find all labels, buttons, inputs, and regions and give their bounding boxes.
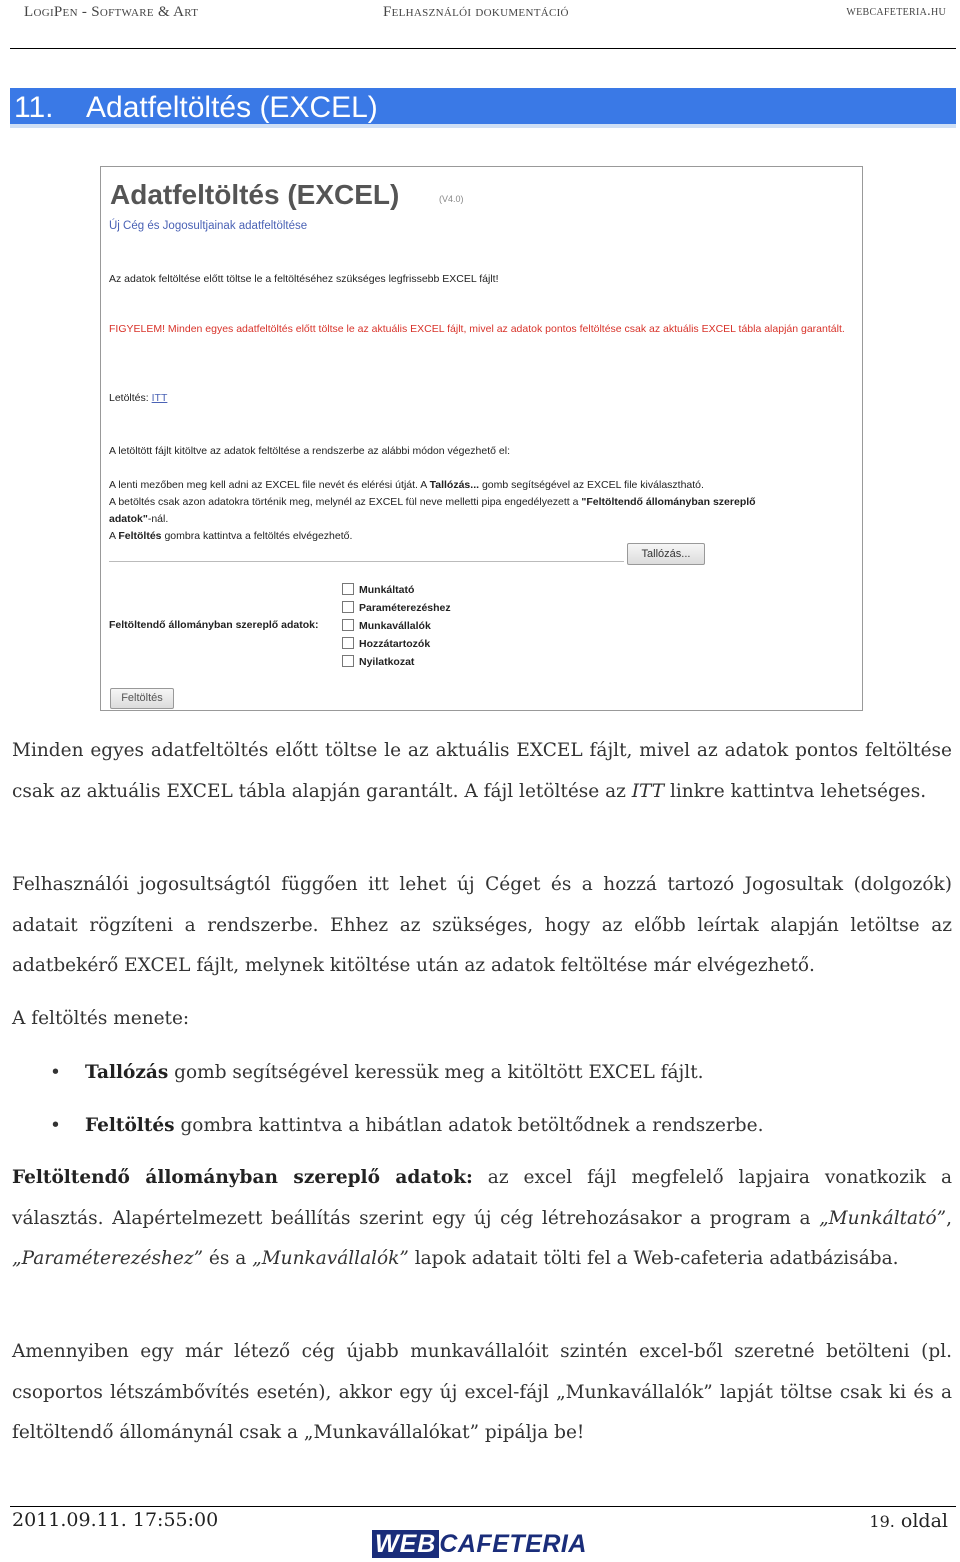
bullet-icon: • [50, 1115, 61, 1136]
header-doc-title: Felhasználói dokumentáció [383, 4, 569, 20]
upload-sheets-label: Feltöltendő állományban szereplő adatok: [109, 619, 319, 631]
section-heading [10, 88, 956, 128]
header-company: LogiPen - Software & Art [24, 4, 199, 20]
footer-page-number: 19. oldal [869, 1510, 948, 1532]
browse-button[interactable]: Tallózás... [627, 543, 705, 565]
checkbox-icon[interactable] [342, 655, 354, 667]
screenshot-instruction-line: A Feltöltés gombra kattintva a feltöltés elvégezhető. [109, 530, 353, 542]
list-item: • Feltöltés gombra kattintva a hibátlan adatok betöltődnek a rendszerbe. [50, 1113, 763, 1139]
list-item: • Tallózás gomb segítségével keressük meg a kitöltött EXCEL fájlt. [50, 1060, 704, 1086]
checkbox-hozzatartozok[interactable]: Hozzátartozók [342, 637, 430, 651]
page-header [10, 0, 956, 49]
paragraph-sheets: Feltöltendő állományban szereplő adatok: az excel fájl megfelelő lapjaira vonatkozik a választás. Alapértelmezett beállítás szerint egy új cég létrehozásakor a program a „Munkáltató”, „Paraméterezéshez” és a „Munkavállalók” lapok adatait tölti fel a Web-cafeteria adatbázisába. [12, 1167, 952, 1269]
checkbox-parameterezeshez[interactable]: Paraméterezéshez [342, 601, 451, 615]
checkbox-icon[interactable] [342, 601, 354, 613]
checkbox-nyilatkozat[interactable]: Nyilatkozat [342, 655, 414, 669]
section-title: Adatfeltöltés (EXCEL) [86, 91, 378, 124]
screenshot-instruction-line: adatok"-nál. [109, 513, 169, 525]
paragraph-existing-company: Amennyiben egy már létező cég újabb munkavállalóit szintén excel-ből szeretné betölteni (pl. csoportos létszámbővítés esetén), akkor egy új excel-fájl „Munkavállalók” lapját töltse csak ki és a feltöltendő állománynál csak a „Munkavállalókat” pipálja be! [12, 1341, 952, 1443]
checkbox-icon[interactable] [342, 583, 354, 595]
section-number: 11. [14, 91, 54, 124]
screenshot-download-row [109, 390, 167, 407]
bullet-icon: • [50, 1062, 61, 1083]
screenshot-warning-text: FIGYELEM! Minden egyes adatfeltöltés előtt töltse le az aktuális EXCEL fájlt, mivel az adatok pontos feltöltése csak az aktuális EXCEL tábla alapján garantált. [109, 323, 845, 335]
screenshot-subtitle: Új Cég és Jogosultjainak adatfeltöltése [109, 220, 308, 232]
file-path-input[interactable] [109, 544, 624, 562]
download-link[interactable]: ITT [151, 392, 168, 404]
download-label: Letöltés: [109, 392, 149, 404]
footer-date: 2011.09.11. 17:55:00 [12, 1509, 219, 1531]
checkbox-munkaltato[interactable]: Munkáltató [342, 583, 414, 597]
paragraph-process-heading: A feltöltés menete: [12, 1008, 190, 1029]
upload-button[interactable]: Feltöltés [110, 688, 174, 709]
screenshot-instruction-line: A lenti mezőben meg kell adni az EXCEL file nevét és elérési útját. A Tallózás... gomb segítségével az EXCEL file kiválasztható. [109, 479, 704, 491]
webcafeteria-logo: WEB CAFETERIA [372, 1530, 587, 1560]
checkbox-munkavallalok[interactable]: Munkavállalók [342, 619, 431, 633]
screenshot-instruction-line: A betöltés csak azon adatokra történik meg, melynél az EXCEL fül neve melletti pipa engedélyezett a "Feltöltendő állományban szereplő [109, 496, 756, 508]
checkbox-icon[interactable] [342, 637, 354, 649]
paragraph-intro: Minden egyes adatfeltöltés előtt töltse le az aktuális EXCEL fájlt, mivel az adatok pontos feltöltése csak az aktuális EXCEL tábla alapján garantált. A fájl letöltése az ITT linkre kattintva lehetséges. [12, 740, 952, 802]
screenshot-title: Adatfeltöltés (EXCEL) [110, 179, 400, 210]
screenshot-version: (V4.0) [439, 194, 464, 204]
itt-link-text: ITT [631, 780, 665, 802]
embedded-screenshot [100, 166, 863, 711]
header-website: webcafeteria.hu [846, 4, 946, 19]
footer-divider [10, 1506, 956, 1507]
screenshot-instructions-text: A letöltött fájlt kitöltve az adatok feltöltése a rendszerbe az alábbi módon végezhető el: [109, 445, 510, 457]
screenshot-intro-text: Az adatok feltöltése előtt töltse le a feltöltéséhez szükséges legfrissebb EXCEL fájlt! [109, 273, 499, 285]
paragraph-permissions: Felhasználói jogosultságtól függően itt lehet új Céget és a hozzá tartozó Jogosultak (dolgozók) adatait rögzíteni a rendszerbe. Ehhez az szükséges, hogy az előbb leírtak alapján letöltse az adatbekérő EXCEL fájlt, melynek kitöltése után az adatok feltöltése már elvégezhető. [12, 874, 952, 976]
checkbox-icon[interactable] [342, 619, 354, 631]
